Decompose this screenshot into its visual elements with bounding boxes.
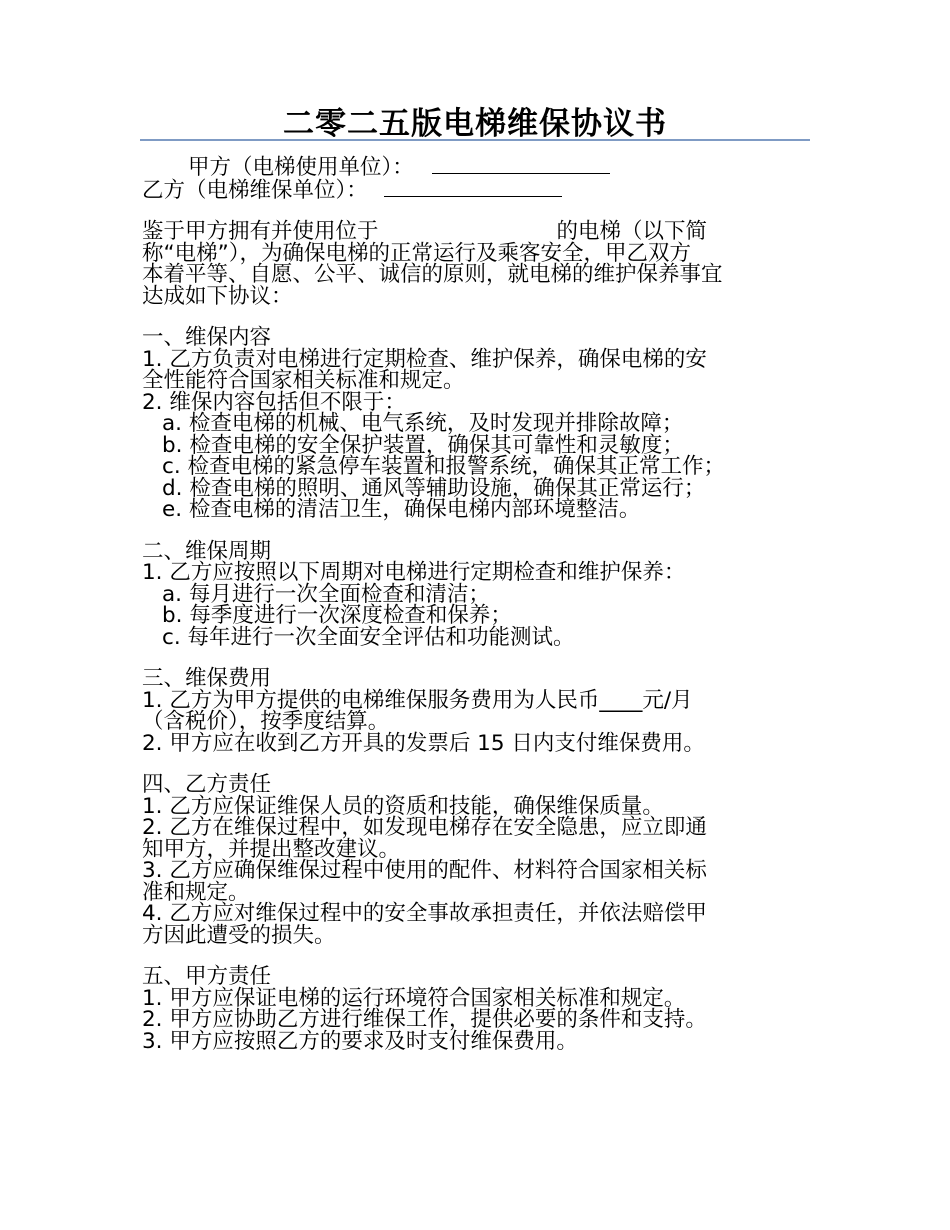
clause-line: 2. 甲方应协助乙方进行维保工作，提供必要的条件和支持。 xyxy=(142,1007,707,1032)
clause-line: 准和规定。 xyxy=(142,879,250,905)
sub-clause-line: e. 检查电梯的清洁卫生，确保电梯内部环境整洁。 xyxy=(162,497,641,522)
sub-clause-line: a. 每月进行一次全面检查和清洁； xyxy=(162,581,490,607)
sub-clause-line: c. 检查电梯的紧急停车装置和报警系统，确保其正常工作； xyxy=(162,454,725,479)
clause-line: （含税价），按季度结算。 xyxy=(142,709,390,734)
clause-line: 4. 乙方应对维保过程中的安全事故承担责任，并依法赔偿甲 xyxy=(142,901,707,926)
clause-line: 3. 甲方应按照乙方的要求及时支付维保费用。 xyxy=(142,1028,578,1054)
party-a-blank xyxy=(432,156,610,174)
clause-line: 1. 乙方为甲方提供的电梯维保服务费用为人民币____元/月 xyxy=(142,687,693,713)
title-underline xyxy=(140,139,810,141)
clause-line: 3. 乙方应确保维保过程中使用的配件、材料符合国家相关标 xyxy=(142,858,707,883)
document-title: 二零二五版电梯维保协议书 xyxy=(283,106,667,142)
party-b-label: 乙方（电梯维保单位）： xyxy=(142,177,368,203)
sub-clause-line: d. 检查电梯的照明、通风等辅助设施，确保其正常运行； xyxy=(162,475,706,501)
sub-clause-line: a. 检查电梯的机械、电气系统，及时发现并排除故障； xyxy=(162,411,684,436)
clause-line: 2. 甲方应在收到乙方开具的发票后 15 日内支付维保费用。 xyxy=(142,730,705,756)
sub-clause-line: b. 每季度进行一次深度检查和保养； xyxy=(162,603,512,628)
intro-line: 达成如下协议： xyxy=(142,283,293,309)
section-heading: 二、维保周期 xyxy=(142,538,272,564)
party-b-blank xyxy=(384,179,562,197)
party-a-line xyxy=(142,156,812,179)
party-b-line xyxy=(142,179,812,202)
intro-line: 鉴于甲方拥有并使用位于 的电梯（以下简 xyxy=(142,219,708,244)
clause-line: 1. 乙方应保证维保人员的资质和技能，确保维保质量。 xyxy=(142,793,664,819)
clause-line: 知甲方，并提出整改建议。 xyxy=(142,836,401,862)
section-heading: 一、维保内容 xyxy=(142,325,272,350)
clause-line: 全性能符合国家相关标准和规定。 xyxy=(142,368,465,393)
intro-line: 本着平等、自愿、公平、诚信的原则，就电梯的维护保养事宜 xyxy=(142,262,723,287)
sub-clause-line: c. 每年进行一次全面安全评估和功能测试。 xyxy=(162,624,575,650)
clause-line: 1. 乙方应按照以下周期对电梯进行定期检查和维护保养： xyxy=(142,560,686,585)
intro-line: 称“电梯”），为确保电梯的正常运行及乘客安全，甲乙双方 xyxy=(142,240,692,266)
clause-line: 1. 乙方负责对电梯进行定期检查、维护保养，确保电梯的安 xyxy=(142,346,707,372)
section-heading: 四、乙方责任 xyxy=(142,772,272,797)
clause-line: 2. 维保内容包括但不限于： xyxy=(142,389,406,415)
clause-line: 1. 甲方应保证电梯的运行环境符合国家相关标准和规定。 xyxy=(142,985,686,1011)
section-heading: 五、甲方责任 xyxy=(142,964,272,989)
document-body xyxy=(142,156,812,1052)
section-heading: 三、维保费用 xyxy=(142,666,272,691)
clause-line: 方因此遭受的损失。 xyxy=(142,922,336,948)
party-a-label: 甲方（电梯使用单位）： xyxy=(188,155,414,180)
clause-line: 2. 乙方在维保过程中，如发现电梯存在安全隐患，应立即通 xyxy=(142,815,707,840)
sub-clause-line: b. 检查电梯的安全保护装置，确保其可靠性和灵敏度； xyxy=(162,432,684,458)
